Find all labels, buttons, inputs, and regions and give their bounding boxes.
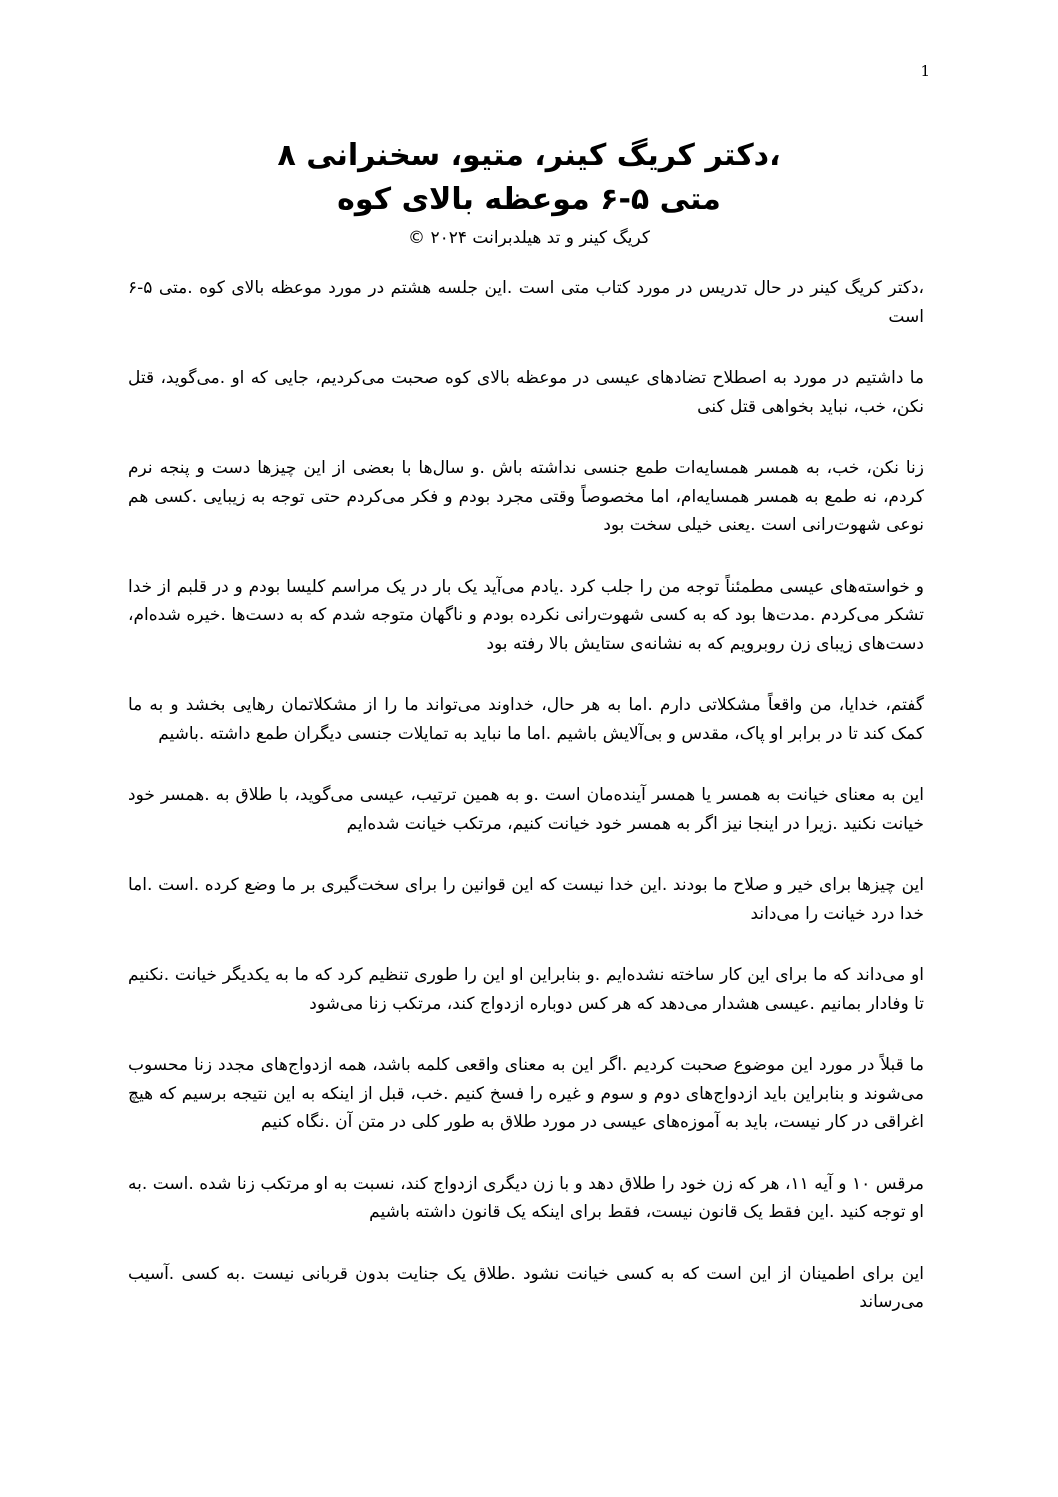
paragraph: ،دکتر کریگ کینر در حال تدریس در مورد کتاب متی است .این جلسه هشتم در مورد موعظه بالای کوه .متی ۵-۶ است (128, 278, 924, 327)
paragraph: او می‌داند که ما برای این کار ساخته نشده‌ایم .و بنابراین او این را طوری تنظیم کرد که ما به یکدیگر خیانت .نکنیم تا وفادار بمانیم .عیسی هشدار می‌دهد که هر کس دوباره ازدواج کند، مرتکب زنا می‌شود (128, 965, 924, 1014)
paragraph: ما داشتیم در مورد به اصطلاح تضادهای عیسی در موعظه بالای کوه صحبت می‌کردیم، جایی که او .می‌گوید، قتل نکن، خب، نباید بخواهی قتل کنی (128, 368, 924, 417)
paragraph: گفتم، خدایا، من واقعاً مشکلاتی دارم .اما به هر حال، خداوند می‌تواند ما را از مشکلاتمان رهایی بخشد و به ما کمک کند تا در برابر او پاک، مقدس و بی‌آلایش باشیم .اما ما نباید به تمایلات جنسی دیگران طمع داشته .باشیم (128, 695, 924, 744)
copyright-line: کریگ کینر و تد هیلدبرانت ۲۰۲۴ © (408, 228, 650, 248)
paragraph: این برای اطمینان از این است که به کسی خیانت نشود .طلاق یک جنایت بدون قربانی نیست .به کسی .آسیب می‌رساند (128, 1263, 924, 1312)
document-body (128, 274, 924, 1350)
paragraph: ما قبلاً در مورد این موضوع صحبت کردیم .اگر این به معنای واقعی کلمه باشد، همه ازدواج‌های مجدد زنا محسوب می‌شوند و بنابراین باید ازدواج‌های دوم و سوم و غیره را فسخ کنیم .خب، قبل از اینکه به این نتیجه برسیم که هیچ اغراقی در کار نیست، باید به آموزه‌های عیسی در مورد طلاق به طور کلی در متن آن .نگاه کنیم (128, 1055, 924, 1132)
paragraph: مرقس ۱۰ و آیه ۱۱، هر که زن خود را طلاق دهد و با زن دیگری ازدواج کند، نسبت به او مرتکب زنا شده .است .به او توجه کنید .این فقط یک قانون نیست، فقط برای اینکه یک قانون داشته باشیم (128, 1173, 924, 1222)
paragraph: و خواسته‌های عیسی مطمئناً توجه من را جلب کرد .یادم می‌آید یک بار در یک مراسم کلیسا بودم و در قلبم از خدا تشکر می‌کردم .مدت‌ها بود که به کسی شهوت‌رانی نکرده بودم و ناگهان متوجه شدم که به دست‌ها .خیره شده‌ام، دست‌های زیبای زن روبرویم که به نشانه‌ی ستایش بالا رفته بود (128, 576, 924, 654)
paragraph: این چیزها برای خیر و صلاح ما بودند .این خدا نیست که این قوانین را برای سخت‌گیری بر ما وضع کرده .است .اما خدا درد خیانت را می‌داند (128, 875, 924, 924)
title-line-2: متی ۵-۶ موعظه بالای کوه (337, 182, 721, 217)
paragraph: زنا نکن، خب، به همسر همسایه‌ات طمع جنسی نداشته باش .و سال‌ها با بعضی از این چیزها دست و پنجه نرم کردم، نه طمع به همسر همسایه‌ام، اما مخصوصاً وقتی مجرد بودم و فکر می‌کردم حتی توجه به زیبایی .کسی هم نوعی شهوت‌رانی است .یعنی خیلی سخت بود (128, 458, 924, 535)
page-number: 1 (920, 62, 930, 80)
title-line-1: ،دکتر کریگ کینر، متیو، سخنرانی ۸ (277, 138, 781, 173)
document-header (0, 134, 1058, 252)
paragraph: این به معنای خیانت به همسر یا همسر آینده‌مان است .و به همین ترتیب، عیسی می‌گوید، با طلاق به .همسر خود خیانت نکنید .زیرا در اینجا نیز اگر به همسر خود خیانت کنیم، مرتکب خیانت شده‌ایم (128, 785, 924, 834)
